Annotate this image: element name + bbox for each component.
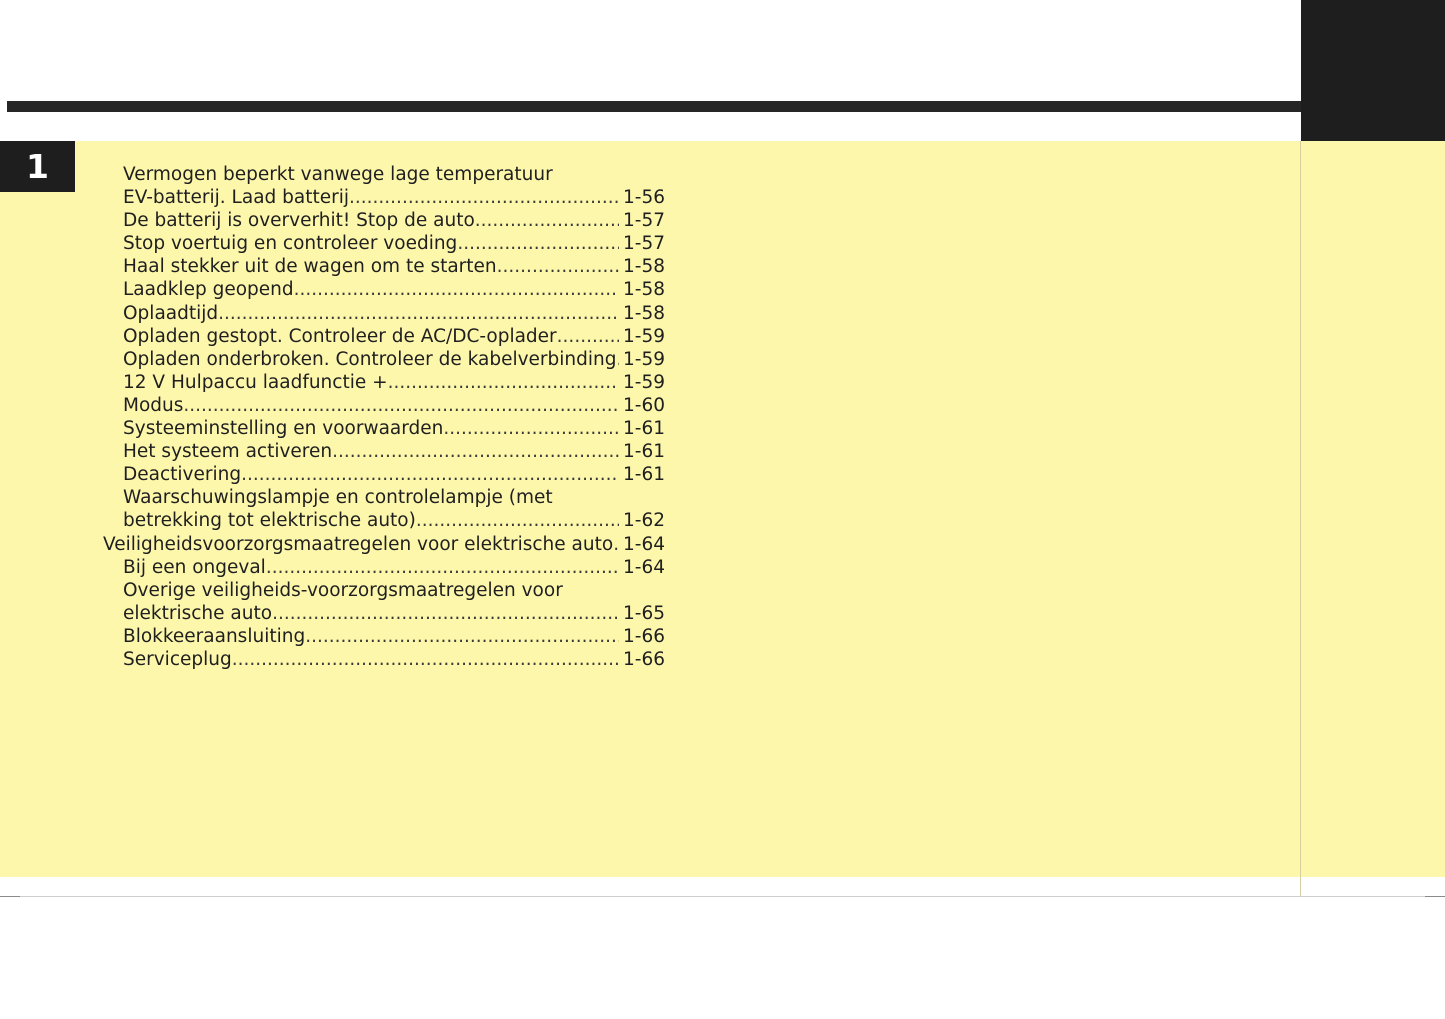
toc-entry-title: Vermogen beperkt vanwege lage temperatuur	[123, 164, 553, 185]
toc-entry[interactable]	[103, 232, 665, 255]
toc-page-number: 1-58	[623, 256, 665, 278]
dot-leader	[416, 509, 619, 532]
toc-line	[103, 648, 665, 671]
dot-leader	[443, 417, 619, 440]
toc-entry[interactable]	[103, 625, 665, 648]
dot-leader	[266, 556, 619, 579]
dot-leader	[475, 209, 619, 232]
toc-line	[103, 278, 665, 301]
dot-leader	[294, 278, 619, 301]
toc-entry-title: Opladen onderbroken. Controleer de kabelverbinding	[123, 348, 617, 370]
toc-page-number: 1-64	[623, 556, 665, 578]
dot-leader	[332, 440, 619, 463]
toc-line	[103, 325, 665, 348]
dot-leader	[557, 325, 619, 348]
dot-leader	[497, 255, 619, 278]
toc-line	[103, 556, 665, 579]
toc-entry-title: Systeeminstelling en voorwaarden	[123, 418, 444, 440]
dot-leader	[241, 463, 619, 486]
toc-page-number: 1-59	[623, 348, 665, 370]
toc-page-number: 1-61	[623, 441, 665, 463]
toc-page-number: 1-62	[623, 510, 665, 532]
crop-mark-left	[0, 896, 20, 897]
toc-page-number: 1-66	[623, 648, 665, 670]
header-rule	[7, 101, 1301, 112]
toc-line	[103, 533, 665, 556]
dot-leader	[349, 186, 619, 209]
chapter-number: 1	[26, 147, 49, 186]
toc-entry[interactable]	[103, 556, 665, 579]
footer-rule	[0, 896, 1445, 897]
corner-block	[1301, 0, 1445, 141]
dot-leader	[232, 648, 619, 671]
toc-entry-title: betrekking tot elektrische auto)	[123, 510, 416, 532]
toc-entry[interactable]	[103, 209, 665, 232]
toc-entry-title: EV-batterij. Laad batterij	[123, 187, 350, 209]
toc-entry[interactable]	[103, 417, 665, 440]
toc-entry[interactable]	[103, 302, 665, 325]
dot-leader	[183, 394, 619, 417]
toc-page-number: 1-57	[623, 210, 665, 232]
toc-entry[interactable]	[103, 463, 665, 486]
toc-entry-title: Opladen gestopt. Controleer de AC/DC-oplader	[123, 325, 557, 347]
toc-line	[103, 163, 665, 186]
toc-line	[103, 417, 665, 440]
toc-line	[103, 255, 665, 278]
toc-page-number: 1-56	[623, 187, 665, 209]
toc-line	[103, 348, 665, 371]
toc-page-number: 1-66	[623, 625, 665, 647]
toc-line	[103, 625, 665, 648]
toc-entry-title: Blokkeeraansluiting	[123, 625, 306, 647]
toc-entry-title: Het systeem activeren	[123, 441, 333, 463]
toc-entry-title: De batterij is oververhit! Stop de auto	[123, 210, 475, 232]
chapter-tab	[0, 141, 75, 192]
toc-entry-title: 12 V Hulpaccu laadfunctie +	[123, 371, 388, 393]
toc-page-number: 1-64	[623, 533, 665, 555]
toc-line	[103, 186, 665, 209]
toc-entry-title: Overige veiligheids-voorzorgsmaatregelen voor	[123, 579, 563, 601]
toc-entry[interactable]	[103, 579, 665, 625]
dot-leader	[388, 371, 619, 394]
toc-entry[interactable]	[103, 394, 665, 417]
toc-entry[interactable]	[103, 440, 665, 463]
toc-entry-title: Oplaadtijd	[123, 302, 219, 324]
toc-entry[interactable]	[103, 163, 665, 209]
toc-entry-title: Bij een ongeval	[123, 556, 266, 578]
toc-entry-title: Laadklep geopend	[123, 279, 294, 301]
crop-mark-right	[1425, 896, 1445, 897]
toc-page-number: 1-58	[623, 279, 665, 301]
toc-entry[interactable]	[103, 648, 665, 671]
toc-line	[103, 371, 665, 394]
toc-page-number: 1-65	[623, 602, 665, 624]
toc-page-number: 1-57	[623, 233, 665, 255]
toc-entry-title: Serviceplug	[123, 648, 232, 670]
toc-line	[103, 509, 665, 532]
table-of-contents	[103, 163, 665, 671]
toc-line	[103, 209, 665, 232]
toc-page-number: 1-59	[623, 371, 665, 393]
toc-line	[103, 440, 665, 463]
toc-line	[103, 232, 665, 255]
toc-entry[interactable]	[103, 325, 665, 348]
toc-line	[103, 463, 665, 486]
toc-line	[103, 486, 665, 509]
toc-page-number: 1-61	[623, 464, 665, 486]
toc-entry[interactable]	[103, 348, 665, 371]
toc-entry-title: Waarschuwingslampje en controlelampje (met	[123, 487, 553, 509]
toc-line	[103, 579, 665, 602]
toc-entry[interactable]	[103, 255, 665, 278]
toc-page-number: 1-59	[623, 325, 665, 347]
toc-page-number: 1-58	[623, 302, 665, 324]
toc-page-number: 1-61	[623, 418, 665, 440]
dot-leader	[272, 602, 619, 625]
toc-entry-title: Veiligheidsvoorzorgsmaatregelen voor elektrische auto	[103, 533, 614, 555]
toc-line	[103, 602, 665, 625]
toc-entry-title: Stop voertuig en controleer voeding	[123, 233, 458, 255]
toc-line	[103, 394, 665, 417]
toc-entry-title: elektrische auto	[123, 602, 273, 624]
toc-entry-title: Modus	[123, 394, 184, 416]
toc-page-number: 1-60	[623, 394, 665, 416]
dot-leader	[218, 302, 619, 325]
toc-entry-title: Haal stekker uit de wagen om te starten	[123, 256, 497, 278]
toc-entry[interactable]	[103, 486, 665, 532]
toc-entry[interactable]	[103, 533, 665, 556]
right-divider	[1300, 141, 1301, 897]
toc-entry[interactable]	[103, 278, 665, 301]
toc-entry-title: Deactivering	[123, 464, 242, 486]
dot-leader	[457, 232, 619, 255]
toc-entry[interactable]	[103, 371, 665, 394]
dot-leader	[305, 625, 619, 648]
toc-line	[103, 302, 665, 325]
